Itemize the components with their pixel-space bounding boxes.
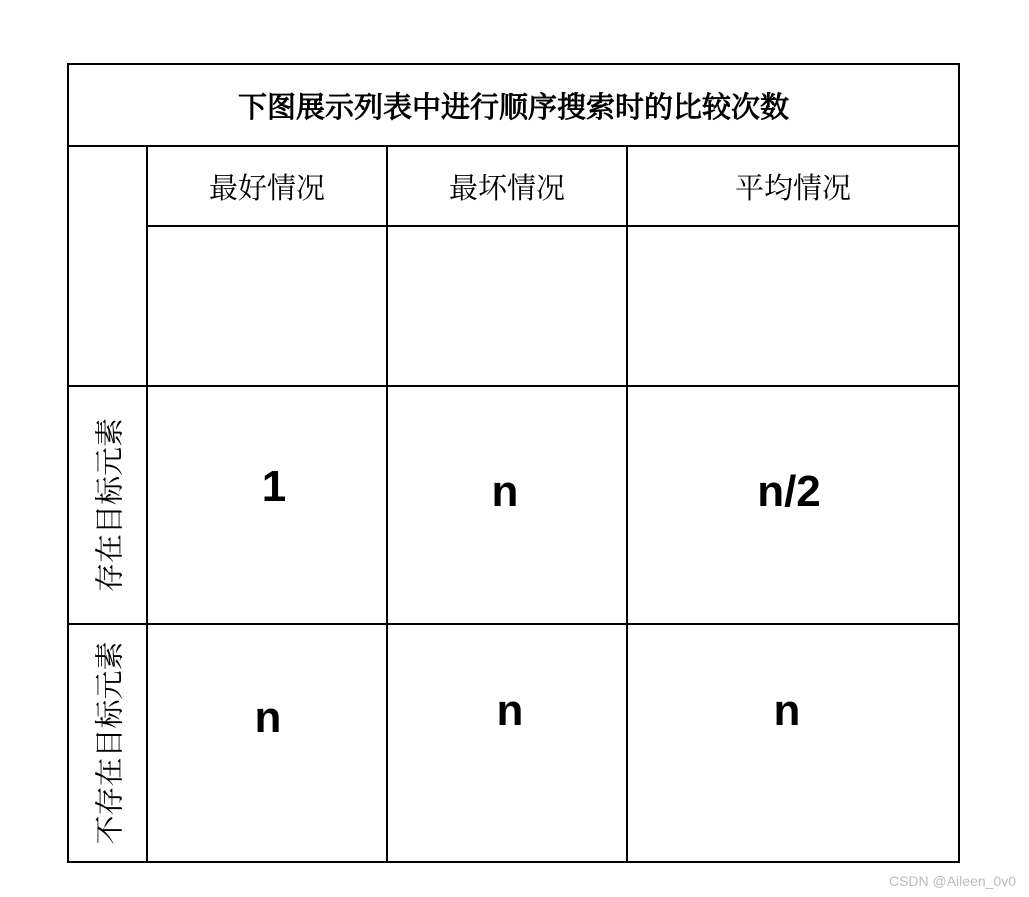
header-divider <box>147 225 960 227</box>
present-average-value: n/2 <box>757 467 821 516</box>
header-best-case: 最好情况 <box>208 170 325 205</box>
row-divider-top <box>67 385 960 387</box>
header-worst-case: 最坏情况 <box>448 170 565 205</box>
present-best-value: 1 <box>261 462 287 511</box>
present-worst-value: n <box>491 467 519 516</box>
row-label-divider <box>146 145 148 863</box>
header-average-case: 平均情况 <box>734 170 851 205</box>
row-label-present: 存在目标元素 <box>92 417 127 593</box>
absent-worst-value: n <box>496 686 524 735</box>
absent-average-value: n <box>773 686 801 735</box>
table-title: 下图展示列表中进行顺序搜索时的比较次数 <box>237 89 789 124</box>
row-divider-middle <box>67 623 960 625</box>
absent-best-value: n <box>254 693 282 742</box>
watermark-text: CSDN @Aileen_0v0 <box>888 873 1016 889</box>
row-label-absent: 不存在目标元素 <box>92 641 127 845</box>
